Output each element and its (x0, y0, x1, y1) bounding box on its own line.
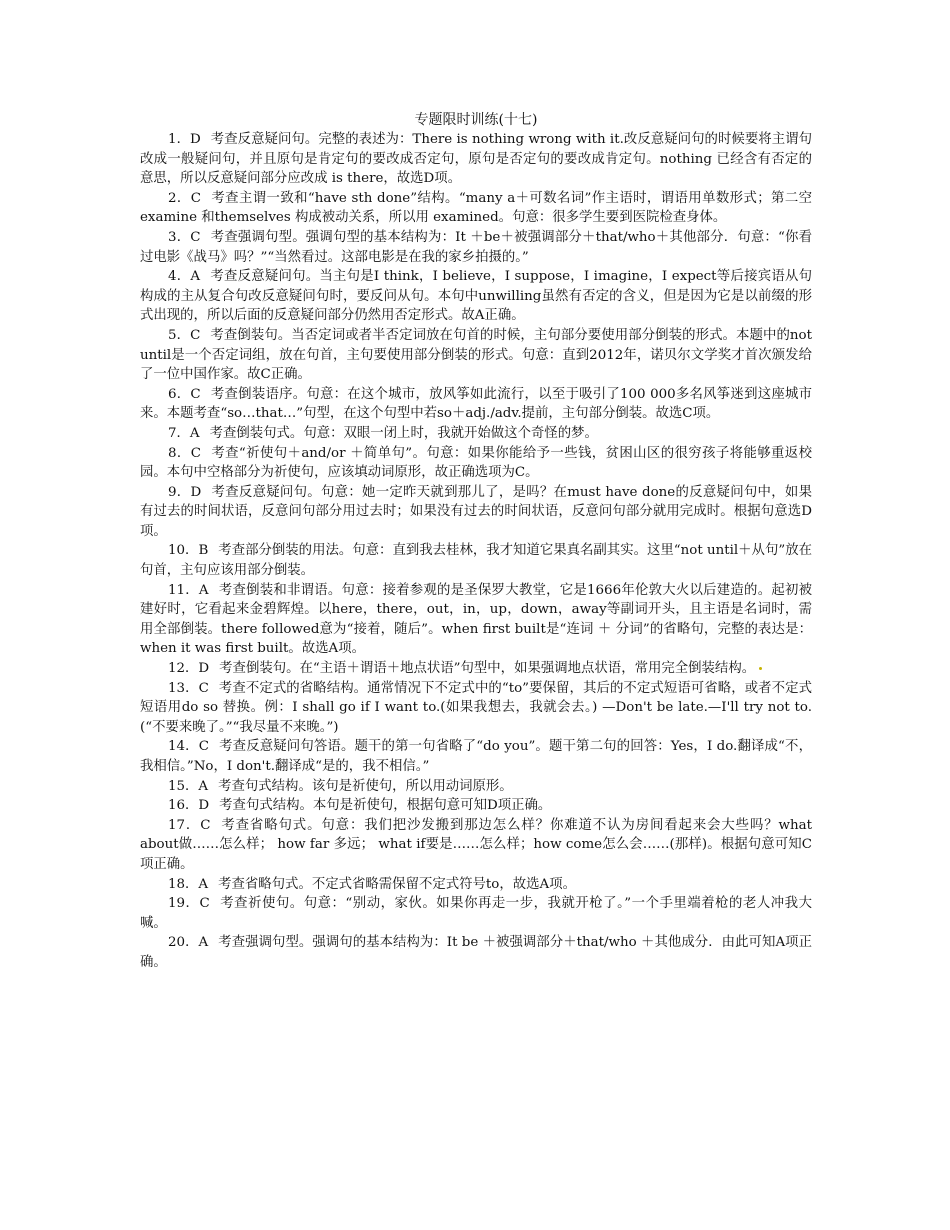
answer-number: 1．D (168, 132, 201, 147)
answer-number: 15．A (168, 778, 209, 794)
answer-item (140, 659, 812, 679)
answer-item (140, 385, 812, 424)
answer-explanation: 考查句式结构。本句是祈使句，根据句意可知D项正确。 (219, 798, 552, 814)
answer-number: 14．C (168, 739, 209, 755)
answer-number: 12．D (168, 661, 210, 677)
answer-number: 3．C (168, 229, 201, 245)
answer-item (140, 581, 812, 659)
answer-item (140, 737, 812, 776)
answer-explanation: 考查祈使句。句意：“别动，家伙。如果你再走一步，我就开枪了。”一个手里端着枪的老人冲我大喊。 (140, 896, 812, 931)
answer-number: 19．C (168, 896, 210, 912)
document-title: 专题限时训练(十七) (414, 112, 538, 128)
answer-list (140, 130, 812, 973)
answer-explanation: 考查主谓一致和“have sth done”结构。“many a＋可数名词”作主语时，谓语用单数形式；第二空examine 和themselves 构成被动关系，所以用 examined。句意：很多学生要到医院检查身体。 (140, 190, 813, 226)
answer-number: 8．C (168, 445, 201, 461)
answer-explanation: 考查强调句型。强调句的基本结构为：It be ＋被强调部分＋that/who ＋其他成分．由此可知A项正确。 (140, 935, 812, 970)
answer-number: 7．A (168, 425, 200, 441)
answer-number: 4．A (168, 269, 201, 285)
answer-explanation: 考查部分倒装的用法。句意：直到我去桂林，我才知道它果真名副其实。这里“not until＋从句”放在句首，主句应该用部分倒装。 (140, 543, 812, 579)
answer-explanation: 考查“祈使句＋and/or ＋简单句”。句意：如果你能给予一些钱，贫困山区的很穷孩子将能够重返校园。本句中空格部分为祈使句，应该填动词原形，故正确选项为C。 (140, 445, 812, 481)
answer-item (140, 326, 812, 385)
answer-explanation: 考查倒装句。在“主语＋谓语＋地点状语”句型中，如果强调地点状语，常用完全倒装结构。 (219, 661, 756, 677)
answer-number: 11．A (168, 582, 209, 598)
answer-number: 17．C (168, 817, 211, 833)
answer-item (140, 796, 812, 816)
answer-explanation: 考查反意疑问句。当主句是I think，I believe，I suppose，I imagine，I expect等后接宾语从句构成的主从复合句改反意疑问句时，要反问从句。本句中unwilling虽然有否定的含义，但是因为它是以前缀的形式出现的，所以后面的反意疑问部分仍然用否定形式。故A正确。 (140, 269, 812, 324)
answer-number: 13．C (168, 680, 209, 696)
answer-item (140, 933, 812, 972)
highlight-dot (759, 667, 762, 670)
answer-explanation: 考查省略句式。句意：我们把沙发搬到那边怎么样？你难道不认为房间看起来会大些吗？what about做……怎么样； how far 多远； what if要是……怎么样；how come怎么会……(那样)。根据句意可知C项正确。 (140, 817, 812, 872)
answer-explanation: 考查倒装和非谓语。句意：接着参观的是圣保罗大教堂，它是1666年伦敦大火以后建造的。起初被建好时，它看起来金碧辉煌。以here，there，out，in，up，down，away等副词开头，且主语是名词时，需用全部倒装。there followed意为“接着，随后”。when first built是“连词 ＋ 分词”的省略句，完整的表达是：when it was first built。故选A项。 (140, 582, 812, 657)
answer-explanation: 考查省略句式。不定式省略需保留不定式符号to，故选A项。 (218, 876, 576, 892)
answer-item (140, 679, 812, 738)
answer-explanation: 考查倒装语序。句意：在这个城市，放风筝如此流行，以至于吸引了100 000多名风筝迷到这座城市来。本题考查“so…that…”句型，在这个句型中若so＋adj./adv.提前，主句部分倒装。故选C项。 (140, 386, 813, 422)
answer-explanation: 考查倒装句式。句意：双眼一闭上时，我就开始做这个奇怪的梦。 (209, 425, 598, 441)
answer-item (140, 189, 812, 228)
answer-number: 20．A (168, 935, 209, 951)
answer-explanation: 考查反意疑问句。完整的表述为：There is nothing wrong with it.改反意疑问句的时候要将主谓句改成一般疑问句，并且原句是肯定句的要改成否定句，原句是否定句的要改成肯定句。nothing 已经含有否定的意思，所以反意疑问部分应改成 is there，故选D项。 (140, 132, 812, 187)
answer-item (140, 267, 812, 326)
answer-number: 9．D (168, 484, 202, 500)
answer-number: 6．C (168, 386, 201, 402)
answer-item (140, 130, 812, 189)
answer-item (140, 541, 812, 580)
answer-number: 5．C (168, 327, 201, 343)
answer-item (140, 228, 812, 267)
answer-item (140, 483, 812, 542)
answer-number: 10．B (168, 543, 209, 559)
answer-explanation: 考查句式结构。该句是祈使句，所以用动词原形。 (218, 778, 513, 794)
answer-explanation: 考查不定式的省略结构。通常情况下不定式中的“to”要保留，其后的不定式短语可省略，或者不定式短语用do so 替换。例：I shall go if I want to.(如果我想去，我就会去。) —Don't be late.—I'll try not to.(“不要来晚了。”“我尽量不来晚。”) (140, 680, 812, 735)
answer-explanation: 考查反意疑问句答语。题干的第一句省略了“do you”。题干第二句的回答：Yes，I do.翻译成“不，我相信。”No，I don't.翻译成“是的，我不相信。” (140, 739, 812, 774)
answer-number: 2．C (168, 190, 201, 206)
answer-number: 18．A (168, 876, 209, 892)
answer-explanation: 考查倒装句。当否定词或者半否定词放在句首的时候，主句部分要使用部分倒装的形式。本题中的not until是一个否定词组，放在句首，主句要使用部分倒装的形式。句意：直到2012年，诺贝尔文学奖才首次颁发给了一位中国作家。故C正确。 (140, 327, 813, 383)
answer-item (140, 444, 812, 483)
answer-explanation: 考查强调句型。强调句型的基本结构为：It ＋be＋被强调部分＋that/who＋其他部分．句意：“你看过电影《战马》吗？”“当然看过。这部电影是在我的家乡拍摄的。” (140, 229, 813, 265)
answer-item (140, 424, 812, 444)
answer-explanation: 考查反意疑问句。句意：她一定昨天就到那儿了，是吗？在must have done的反意疑问句中，如果有过去的时间状语，反意问句部分用过去时；如果没有过去的时间状语，反意问句部分就用完成时。根据句意选D项。 (140, 484, 812, 539)
answer-item (140, 894, 812, 933)
answer-item (140, 875, 812, 895)
answer-number: 16．D (168, 798, 210, 814)
document-page (140, 110, 812, 973)
answer-item (140, 816, 812, 875)
answer-item (140, 777, 812, 797)
